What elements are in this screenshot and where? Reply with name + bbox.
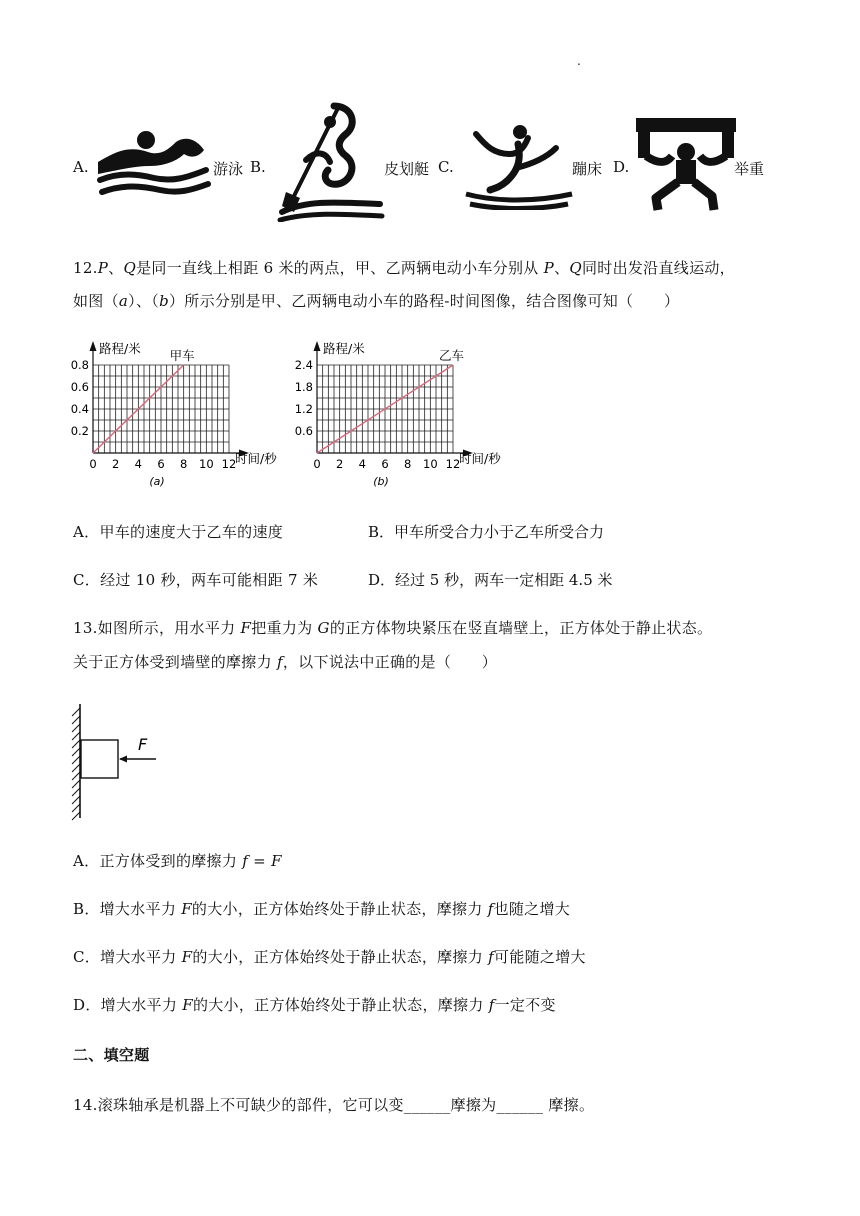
x-tick-label: 8 xyxy=(180,457,188,471)
q12-stem-line2: 如图（a）、（b）所示分别是甲、乙两辆电动小车的路程-时间图像，结合图像可知（ ） xyxy=(73,292,680,310)
q14-stem: 14.滚珠轴承是机器上不可缺少的部件，它可以变______摩擦为______ 摩擦。 xyxy=(73,1096,595,1114)
q11-option-b-letter: B. xyxy=(250,158,266,176)
x-tick-label: 0 xyxy=(313,457,321,471)
series-label: 乙车 xyxy=(439,348,465,363)
wall-hatching xyxy=(72,708,80,820)
force-label: F xyxy=(138,735,148,754)
wall-block-force-diagram xyxy=(68,702,168,822)
y-axis-arrow xyxy=(90,341,97,351)
x-tick-label: 8 xyxy=(404,457,412,471)
x-tick-label: 2 xyxy=(112,457,120,471)
q11-option-c-label: 蹦床 xyxy=(572,160,603,178)
q11-option-a-label: 游泳 xyxy=(213,160,244,178)
cube-block xyxy=(81,740,118,778)
q12-option-b: B．甲车所受合力小于乙车所受合力 xyxy=(368,523,605,541)
q13-stem-line1: 13.如图所示，用水平力 F把重力为 G的正方体物块紧压在竖直墙壁上，正方体处于静止状态。 xyxy=(73,619,713,637)
q13-stem-line2: 关于正方体受到墙壁的摩擦力 f，以下说法中正确的是（ ） xyxy=(73,653,498,671)
section-title-fill-in: 二、填空题 xyxy=(73,1046,150,1064)
y-tick-label: 0.6 xyxy=(294,424,313,438)
y-tick-label: 0.4 xyxy=(70,402,89,416)
chart-caption: (b) xyxy=(373,475,389,488)
q13-option-b: B．增大水平力 F的大小，正方体始终处于静止状态，摩擦力 f也随之增大 xyxy=(73,900,571,918)
y-tick-label: 0.2 xyxy=(70,424,89,438)
q12-option-a: A．甲车的速度大于乙车的速度 xyxy=(73,523,284,541)
distance-time-chart-b xyxy=(286,334,522,492)
y-axis-label: 路程/米 xyxy=(99,341,141,356)
x-tick-label: 6 xyxy=(157,457,165,471)
q12-option-d: D．经过 5 秒，两车一定相距 4.5 米 xyxy=(368,571,613,589)
q12-stem-line1: 12.P、Q是同一直线上相距 6 米的两点，甲、乙两辆电动小车分别从 P、Q同时出发沿直线运动， xyxy=(73,259,735,277)
x-tick-label: 4 xyxy=(358,457,366,471)
series-label: 甲车 xyxy=(169,348,195,363)
q12-option-c: C．经过 10 秒，两车可能相距 7 米 xyxy=(73,571,319,589)
x-tick-label: 0 xyxy=(89,457,97,471)
y-tick-label: 0.6 xyxy=(70,380,89,394)
q11-option-a-letter: A. xyxy=(73,158,89,176)
y-tick-label: 1.8 xyxy=(294,380,313,394)
chart-caption: (a) xyxy=(149,475,165,488)
x-tick-label: 6 xyxy=(381,457,389,471)
y-axis-label: 路程/米 xyxy=(323,341,365,356)
kayak-icon xyxy=(276,100,386,222)
trampoline-icon xyxy=(462,124,576,210)
x-tick-label: 10 xyxy=(423,457,438,471)
q11-option-c-letter: C. xyxy=(438,158,454,176)
q11-option-d-label: 举重 xyxy=(734,160,765,178)
x-tick-label: 12 xyxy=(221,457,237,471)
y-tick-label: 2.4 xyxy=(294,358,313,372)
y-tick-label: 0.8 xyxy=(70,358,89,372)
q11-option-d-letter: D. xyxy=(613,158,630,176)
x-tick-label: 4 xyxy=(134,457,142,471)
force-arrow-head xyxy=(119,756,127,763)
x-tick-label: 2 xyxy=(336,457,344,471)
distance-time-chart-a xyxy=(66,334,296,492)
q13-option-a: A．正方体受到的摩擦力 f = F xyxy=(73,852,282,870)
q14-blank-2: ______ xyxy=(496,1096,544,1114)
page-mark: . xyxy=(577,54,581,68)
x-axis-label: 时间/秒 xyxy=(235,451,277,466)
y-tick-label: 1.2 xyxy=(294,402,313,416)
weightlifting-icon xyxy=(636,114,736,214)
y-axis-arrow xyxy=(314,341,321,351)
q11-option-b-label: 皮划艇 xyxy=(384,160,430,178)
q13-option-d: D．增大水平力 F的大小，正方体始终处于静止状态，摩擦力 f一定不变 xyxy=(73,996,556,1014)
q13-option-c: C．增大水平力 F的大小，正方体始终处于静止状态，摩擦力 f可能随之增大 xyxy=(73,948,586,966)
q14-blank-1: ______ xyxy=(403,1096,451,1114)
x-tick-label: 10 xyxy=(199,457,214,471)
swimming-icon xyxy=(94,128,212,196)
x-tick-label: 12 xyxy=(445,457,461,471)
x-axis-label: 时间/秒 xyxy=(459,451,501,466)
